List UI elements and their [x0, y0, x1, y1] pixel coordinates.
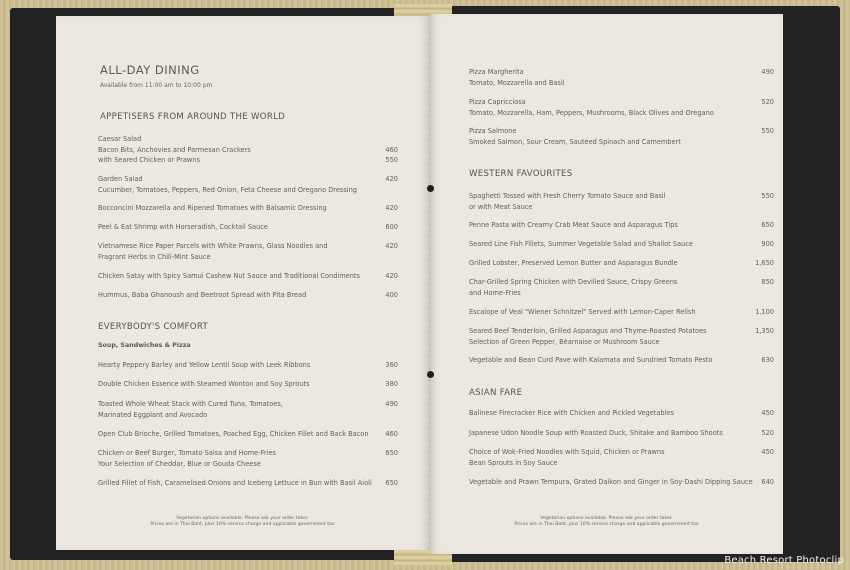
price-line: 900 [761, 240, 774, 248]
price-line: 1,650 [755, 259, 774, 267]
price-line [385, 134, 398, 145]
item-line: Vegetable and Prawn Tempura, Grated Daikon and Ginger in Soy-Dashi Dipping Sauce [469, 478, 753, 486]
item-price [385, 203, 398, 214]
menu-item-pizza-margherita [469, 67, 774, 88]
menu-item-lentil-soup [98, 360, 398, 371]
binder-ring-hole-upper [427, 185, 434, 192]
item-price [761, 477, 774, 488]
price-line: 650 [761, 221, 774, 229]
item-line: Garden Salad [98, 175, 143, 183]
menu-item-udon-noodle-soup [469, 428, 774, 439]
footer-vegetarian-note: Vegetarian options available. Please ask your order taker. [540, 516, 673, 521]
item-line: Vietnamese Rice Paper Parcels with White Prawns, Glass Noodles and [98, 242, 328, 250]
price-line: 360 [385, 361, 398, 369]
item-line: Vegetable and Bean Curd Pave with Kalamata and Sundried Tomato Pesto [469, 356, 713, 364]
item-line: Grilled Lobster, Preserved Lemon Butter and Asparagus Bundle [469, 259, 678, 267]
item-price [755, 307, 774, 318]
menu-item-spring-chicken [469, 277, 774, 298]
footer-vegetarian-note: Vegetarian options available. Please ask your order taker. [176, 516, 309, 521]
item-line: Your Selection of Cheddar, Blue or Gouda Cheese [98, 459, 261, 468]
item-line: Bocconcini Mozzarella and Ripened Tomatoes with Balsamic Dressing [98, 204, 327, 212]
item-price [761, 428, 774, 439]
item-price [761, 97, 774, 108]
photo-watermark: Beach Resort Photoclip [724, 555, 844, 566]
item-price [385, 360, 398, 371]
menu-item-beef-tenderloin [469, 326, 774, 347]
price-line: 640 [761, 478, 774, 486]
item-line: Caesar Salad [98, 135, 142, 143]
item-price [385, 134, 398, 166]
menu-item-garden-salad [98, 174, 398, 195]
menu-item-spaghetti [469, 191, 774, 212]
item-line: Smoked Salmon, Sour Cream, Sautéed Spinach and Camembert [469, 137, 681, 146]
price-line: 550 [761, 192, 774, 200]
menu-hours: Available from 11:00 am to 10:00 pm [100, 82, 213, 89]
price-line: 450 [761, 448, 774, 456]
item-line: Seared Line Fish Fillets, Summer Vegetable Salad and Shallot Sauce [469, 240, 693, 248]
item-price [755, 326, 774, 337]
price-line: 550 [385, 156, 398, 165]
item-line: Seared Beef Tenderloin, Grilled Asparagus and Thyme-Roasted Potatoes [469, 327, 707, 335]
price-line: 850 [761, 278, 774, 286]
footer-price-note: Prices are in Thai Baht, plus 10% service charge and applicable government tax [514, 522, 699, 528]
menu-item-penne-pasta [469, 220, 774, 231]
menu-item-hummus [98, 290, 398, 301]
menu-item-wok-fried-noodles [469, 447, 774, 468]
item-line: Cucumber, Tomatoes, Peppers, Red Onion, Feta Cheese and Oregano Dressing [98, 185, 357, 194]
item-price [761, 67, 774, 78]
footer-price-note: Prices are in Thai Baht, plus 10% service charge and applicable government tax [150, 522, 335, 528]
item-price [385, 448, 398, 459]
item-line: Balinese Firecracker Rice with Chicken and Pickled Vegetables [469, 409, 674, 417]
price-line: 600 [385, 223, 398, 231]
section-heading-asian-fare: ASIAN FARE [469, 388, 523, 398]
item-line: Open Club Brioche, Grilled Tomatoes, Poached Egg, Chicken Fillet and Back Bacon [98, 430, 369, 438]
menu-item-peel-eat-shrimp [98, 222, 398, 233]
menu-item-burger [98, 448, 398, 469]
item-line: Penne Pasta with Creamy Crab Meat Sauce and Asparagus Tips [469, 221, 678, 229]
price-line: 550 [761, 127, 774, 135]
menu-item-open-club-brioche [98, 429, 398, 440]
item-line: Pizza Salmone [469, 127, 517, 135]
page-footer-left [76, 516, 409, 528]
item-line: with Seared Chicken or Prawns [98, 156, 200, 165]
item-line: Peel & Eat Shrimp with Horseradish, Cocktail Sauce [98, 223, 268, 231]
menu-item-caesar-salad [98, 134, 398, 166]
item-price [761, 239, 774, 250]
item-line: and Home-Fries [469, 288, 521, 297]
item-line: Hummus, Baba Ghanoush and Beetroot Spread with Pita Bread [98, 291, 307, 299]
price-line: 420 [385, 204, 398, 212]
menu-item-chicken-satay [98, 271, 398, 282]
item-price [761, 447, 774, 458]
menu-item-wiener-schnitzel [469, 307, 774, 318]
item-line: Pizza Capricciosa [469, 98, 526, 106]
item-line: Japanese Udon Noodle Soup with Roasted Duck, Shitake and Bamboo Shoots [469, 429, 723, 437]
item-price [755, 258, 774, 269]
menu-item-firecracker-rice [469, 408, 774, 419]
item-line: Chicken or Beef Burger, Tomato Salsa and Home-Fries [98, 449, 276, 457]
item-price [761, 408, 774, 419]
price-line: 490 [385, 400, 398, 408]
item-line: Double Chicken Essence with Steamed Wonton and Soy Sprouts [98, 380, 310, 388]
price-line: 460 [385, 145, 398, 154]
item-price [385, 271, 398, 282]
page-footer-right [440, 516, 773, 528]
price-line: 460 [385, 430, 398, 438]
item-line: Bean Sprouts in Soy Sauce [469, 458, 558, 467]
item-price [385, 478, 398, 489]
menu-item-grilled-lobster [469, 258, 774, 269]
item-line: Marinated Eggplant and Avocado [98, 410, 208, 419]
item-line: Fragrant Herbs in Chili-Mint Sauce [98, 252, 211, 261]
item-line: Selection of Green Pepper, Béarnaise or Mushroom Sauce [469, 337, 660, 346]
item-line: Escalope of Veal "Wiener Schnitzel" Served with Lemon-Caper Relish [469, 308, 696, 316]
price-line: 420 [385, 175, 398, 183]
item-line: Char-Grilled Spring Chicken with Devilled Sauce, Crispy Greens [469, 278, 678, 286]
price-line: 630 [761, 356, 774, 364]
menu-page-right [430, 14, 783, 554]
menu-item-fish-bun [98, 478, 398, 489]
menu-item-line-fish-fillets [469, 239, 774, 250]
item-line: Pizza Margherita [469, 68, 524, 76]
item-line: Chicken Satay with Spicy Samui Cashew Nut Sauce and Traditional Condiments [98, 272, 360, 280]
item-line: Spaghetti Tossed with Fresh Cherry Tomato Sauce and Basil [469, 192, 666, 200]
menu-item-chicken-essence [98, 379, 398, 390]
item-price [761, 126, 774, 137]
menu-item-bean-curd-pave [469, 355, 774, 366]
price-line: 1,350 [755, 327, 774, 335]
item-price [385, 399, 398, 410]
item-price [385, 290, 398, 301]
menu-page-left [56, 16, 429, 550]
item-price [385, 174, 398, 185]
price-line: 520 [761, 429, 774, 437]
item-line: Choice of Wok-Fried Noodles with Squid, Chicken or Prawns [469, 448, 665, 456]
menu-item-vietnamese-rice-paper [98, 241, 398, 262]
price-line: 380 [385, 380, 398, 388]
price-line: 520 [761, 98, 774, 106]
price-line: 420 [385, 242, 398, 250]
price-line: 490 [761, 68, 774, 76]
item-price [385, 222, 398, 233]
item-line: Tomato, Mozzarella, Ham, Peppers, Mushrooms, Black Olives and Oregano [469, 108, 714, 117]
item-price [761, 277, 774, 288]
item-price [761, 220, 774, 231]
price-line: 650 [385, 479, 398, 487]
section-heading-appetisers: APPETISERS FROM AROUND THE WORLD [100, 112, 286, 122]
price-line: 400 [385, 291, 398, 299]
item-price [385, 241, 398, 252]
menu-title: ALL-DAY DINING [100, 63, 200, 77]
menu-item-pizza-capricciosa [469, 97, 774, 118]
item-line: Toasted Whole Wheat Stack with Cured Tuna, Tomatoes, [98, 400, 283, 408]
item-line: Grilled Fillet of Fish, Caramelised Onions and Iceberg Lettuce in Bun with Basil Aioli [98, 479, 372, 487]
item-line: Tomato, Mozzarella and Basil [469, 78, 565, 87]
item-price [761, 355, 774, 366]
price-line: 420 [385, 272, 398, 280]
item-line: Bacon Bits, Anchovies and Parmesan Crackers [98, 145, 251, 154]
binder-ring-hole-lower [427, 371, 434, 378]
item-line: or with Meat Sauce [469, 202, 533, 211]
section-heading-western-favourites: WESTERN FAVOURITES [469, 169, 573, 179]
price-line: 1,100 [755, 308, 774, 316]
price-line: 450 [761, 409, 774, 417]
item-price [385, 379, 398, 390]
menu-item-whole-wheat-stack [98, 399, 398, 420]
item-line: Hearty Peppery Barley and Yellow Lentil Soup with Leek Ribbons [98, 361, 311, 369]
menu-item-prawn-tempura [469, 477, 774, 488]
item-price [385, 429, 398, 440]
menu-item-bocconcini [98, 203, 398, 214]
item-price [761, 191, 774, 202]
subsection-heading-soup-sandwiches-pizza: Soup, Sandwiches & Pizza [98, 342, 191, 349]
menu-item-pizza-salmone [469, 126, 774, 147]
price-line: 650 [385, 449, 398, 457]
section-heading-everybodys-comfort: EVERYBODY'S COMFORT [98, 322, 209, 332]
